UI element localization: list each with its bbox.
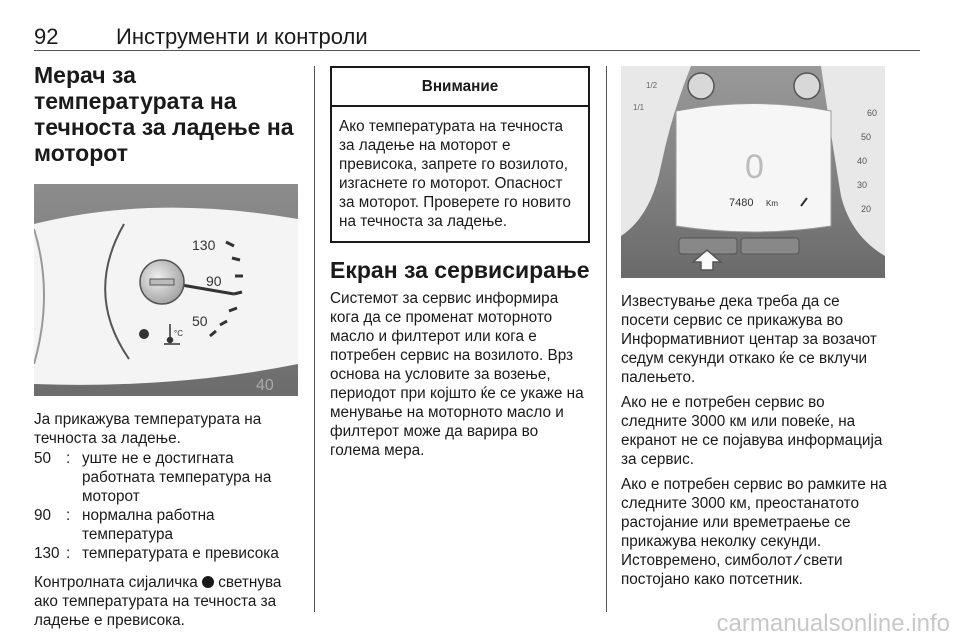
service-display-body: Системот за сервис информира кога да се променат моторното масло и филтерот или кога е потребен сервис на возилото. Врз основа на условите за возење, периодот при којшто ќе се укаже на менување на моторното масло и филтерот може да варира во голема мера. xyxy=(330,290,584,459)
coolant-gauge-title: Мерач за температурата на течноста за ладење на моторот xyxy=(34,62,294,166)
legend-row xyxy=(34,449,298,506)
watermark: carmanualsonline.info xyxy=(716,610,950,637)
service-display-title: Екран за сервисирање xyxy=(330,257,590,283)
legend-value: нормална работна температура xyxy=(82,507,215,543)
caution-notice xyxy=(330,66,590,243)
header-rule xyxy=(34,50,920,51)
warning-light-icon xyxy=(202,576,214,588)
odometer-unit: Km xyxy=(766,199,778,208)
warning-text-after: светнува ако температурата на течноста за ладење е превисока. xyxy=(34,574,282,629)
right-dial-label: 40 xyxy=(857,156,868,166)
warning-light-dot xyxy=(139,329,149,339)
legend-key: 90 xyxy=(34,507,52,524)
service-info-paragraph-1: Известување дека треба да се посети сервис се прикажува во Информативниот центар за возачот седум секунди откако ќе се вклучи палењето. xyxy=(621,293,877,386)
legend-separator: : xyxy=(66,507,71,524)
coolant-gauge-legend xyxy=(34,449,298,563)
column-service-info xyxy=(621,66,887,589)
gauge-label-90: 90 xyxy=(206,273,222,289)
column-coolant-gauge xyxy=(34,62,298,630)
partial-dial-label: 40 xyxy=(256,377,274,394)
cluster-service-figure xyxy=(621,66,885,278)
legend-value: температурата е превисока xyxy=(82,545,279,562)
coolant-gauge-caption: Ја прикажува температурата на течноста за ладење. xyxy=(34,411,262,447)
left-knob xyxy=(688,73,714,99)
left-dial-label: 1/1 xyxy=(633,103,645,112)
coolant-gauge-figure xyxy=(34,184,298,396)
right-dial-label: 30 xyxy=(857,180,868,190)
legend-key: 50 xyxy=(34,450,52,467)
paragraph-3-before: Ако е потребен сервис во рамките на следните 3000 км, преостанатото растојание или времетраење се прикажува неколку секунди. Истовремено, симболот xyxy=(621,476,887,569)
column-divider-right xyxy=(606,66,607,612)
right-dial-label: 20 xyxy=(861,204,872,214)
gauge-label-130: 130 xyxy=(192,237,216,253)
legend-separator: : xyxy=(66,545,71,562)
caution-notice-title: Внимание xyxy=(332,68,588,107)
right-knob xyxy=(794,73,820,99)
odometer-value: 7480 xyxy=(729,197,754,209)
section-title: Инструменти и контроли xyxy=(116,24,368,49)
service-info-paragraph-2: Ако не е потребен сервис во следните 3000 км или повеќе, на екранот не се појавува информација за сервис. xyxy=(621,394,883,468)
right-display-button xyxy=(741,238,799,254)
right-dial-label: 60 xyxy=(867,108,878,118)
legend-row xyxy=(34,506,298,544)
column-service-display xyxy=(314,66,590,460)
caution-notice-body: Ако температурата на течноста за ладење на моторот е превисока, запрете го возилото, изгаснете го моторот. Опасност за моторот. Проверете го новито на течноста за ладење. xyxy=(339,118,571,230)
gauge-label-50: 50 xyxy=(192,313,208,329)
service-info-paragraph-3 xyxy=(621,475,887,589)
coolant-unit-label: °C xyxy=(174,329,183,338)
service-wrench-icon: ∕ xyxy=(796,552,800,569)
page-header xyxy=(34,22,920,52)
legend-row xyxy=(34,544,298,563)
right-dial-label: 50 xyxy=(861,132,872,142)
legend-separator: : xyxy=(66,450,71,467)
warning-text-before: Контролната сијаличка xyxy=(34,574,198,591)
legend-value: уште не е достигната работната температура на моторот xyxy=(82,450,272,505)
gauge-hub-slot xyxy=(150,279,174,285)
paragraph-3-after: свети постојано како потсетник. xyxy=(621,552,843,588)
legend-key: 130 xyxy=(34,545,60,562)
warning-light-paragraph xyxy=(34,573,298,630)
page-number: 92 xyxy=(34,24,59,49)
left-dial-label: 1/2 xyxy=(646,81,658,90)
speed-readout: 0 xyxy=(745,148,764,186)
